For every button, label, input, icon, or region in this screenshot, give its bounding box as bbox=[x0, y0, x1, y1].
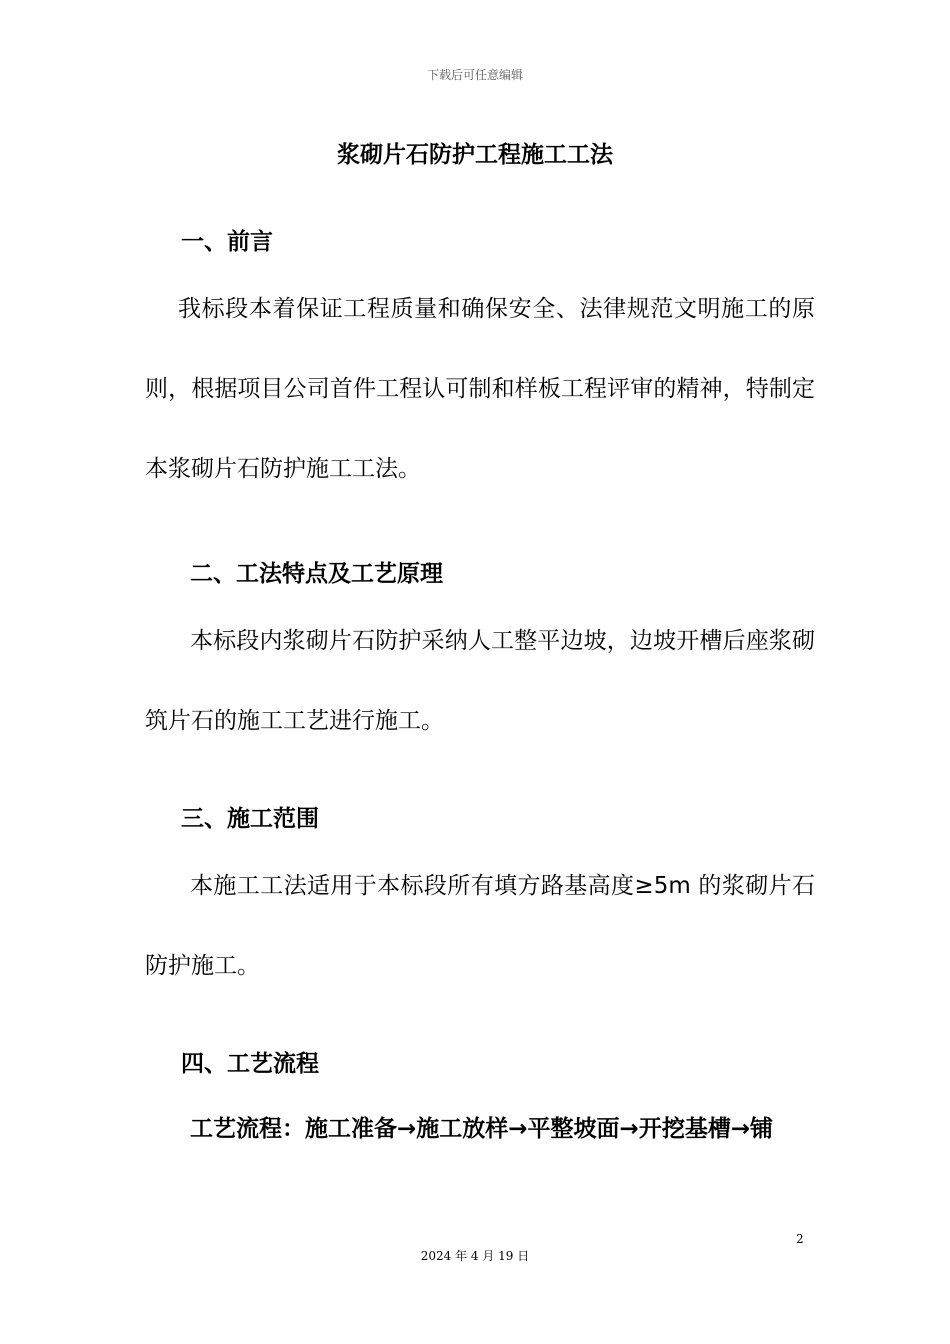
section-heading-process: 四、工艺流程 bbox=[181, 1051, 319, 1077]
section-body-preface: 我标段本着保证工程质量和确保安全、法律规范文明施工的原则，根据项目公司首件工程认可制和样板工程评审的精神，特制定本浆砌片石防护施工工法。 bbox=[145, 296, 815, 482]
header-note: 下载后可任意编辑 bbox=[426, 68, 523, 82]
footer-date: 2024 年 4 月 19 日 bbox=[420, 1249, 530, 1263]
document-title: 浆砌片石防护工程施工工法 bbox=[337, 142, 613, 168]
section-body-features: 本标段内浆砌片石防护采纳人工整平边坡，边坡开槽后座浆砌筑片石的施工工艺进行施工。 bbox=[145, 628, 815, 734]
page-number: 2 bbox=[796, 1232, 804, 1246]
section-body-scope: 本施工工法适用于本标段所有填方路基高度≥5m 的浆砌片石防护施工。 bbox=[145, 873, 815, 979]
section-body-process-flow: 工艺流程：施工准备→施工放样→平整坡面→开挖基槽→铺 bbox=[190, 1116, 774, 1142]
section-heading-scope: 三、施工范围 bbox=[181, 806, 319, 832]
section-heading-features: 二、工法特点及工艺原理 bbox=[190, 561, 443, 587]
section-heading-preface: 一、前言 bbox=[181, 229, 273, 255]
